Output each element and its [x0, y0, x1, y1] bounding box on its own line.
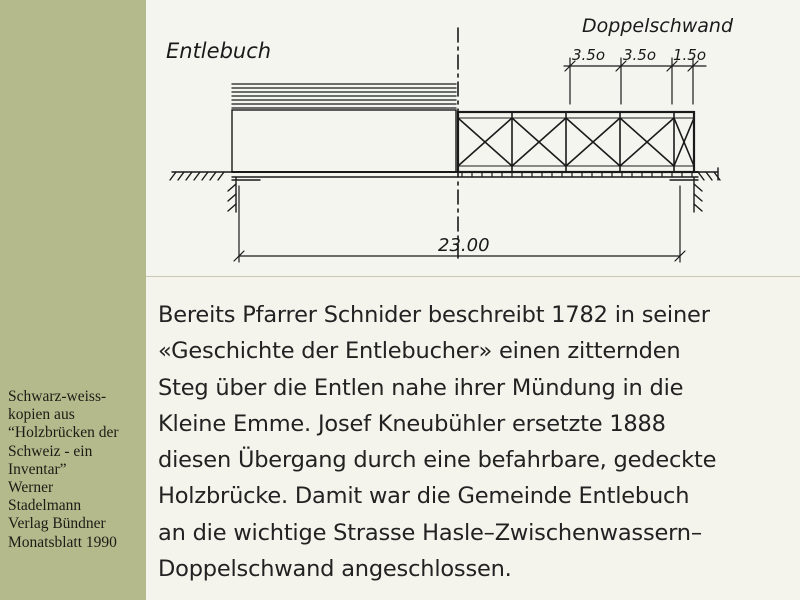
caption-line: “Holzbrücken der	[8, 424, 119, 442]
right-abutment	[670, 168, 720, 212]
paragraph-line: an die wichtige Strasse Hasle–Zwischenwassern–	[158, 519, 702, 546]
covered-section-wall	[232, 110, 456, 172]
caption-line: Inventar”	[8, 460, 67, 478]
paragraph-line: Bereits Pfarrer Schnider beschreibt 1782 in seiner	[158, 302, 710, 328]
truss-section	[458, 112, 694, 172]
bridge-elevation-diagram	[146, 0, 800, 276]
caption-line: Verlag Bündner	[8, 515, 106, 533]
caption-line: Werner	[8, 479, 54, 497]
caption-sidebar	[0, 0, 146, 600]
history-paragraph	[158, 297, 798, 587]
paragraph-line: Kleine Emme. Josef Kneubühler ersetzte 1888	[158, 410, 666, 437]
caption-line: Schweiz - ein	[8, 442, 93, 460]
roof-lines	[232, 84, 456, 108]
caption-line: Schwarz-weiss-	[8, 388, 107, 405]
dimension-label: 3.5o	[572, 46, 606, 64]
label-doppelschwand: Doppelschwand	[582, 15, 734, 37]
label-entlebuch: Entlebuch	[166, 39, 272, 63]
paragraph-line: Steg über die Entlen nahe ihrer Mündung in die	[158, 374, 684, 401]
bridge-deck	[232, 172, 698, 177]
paragraph-line: «Geschichte der Entlebucher» einen zitternden	[158, 338, 681, 365]
dimension-label: 3.5o	[623, 46, 657, 64]
source-caption	[8, 388, 158, 552]
caption-line: Monatsblatt 1990	[8, 533, 117, 551]
dimension-label: 1.5o	[673, 46, 707, 64]
top-dimension-line	[564, 58, 706, 104]
paragraph-line: Doppelschwand angeschlossen.	[158, 556, 512, 583]
paragraph-line: diesen Übergang durch eine befahrbare, gedeckte	[158, 447, 717, 474]
caption-line: Stadelmann	[8, 497, 82, 515]
bridge-drawing	[146, 0, 800, 277]
caption-line: kopien aus	[8, 406, 75, 424]
span-length-label: 23.00	[438, 235, 490, 256]
paragraph-line: Holzbrücke. Damit war die Gemeinde Entlebuch	[158, 483, 690, 510]
left-abutment	[170, 172, 260, 212]
